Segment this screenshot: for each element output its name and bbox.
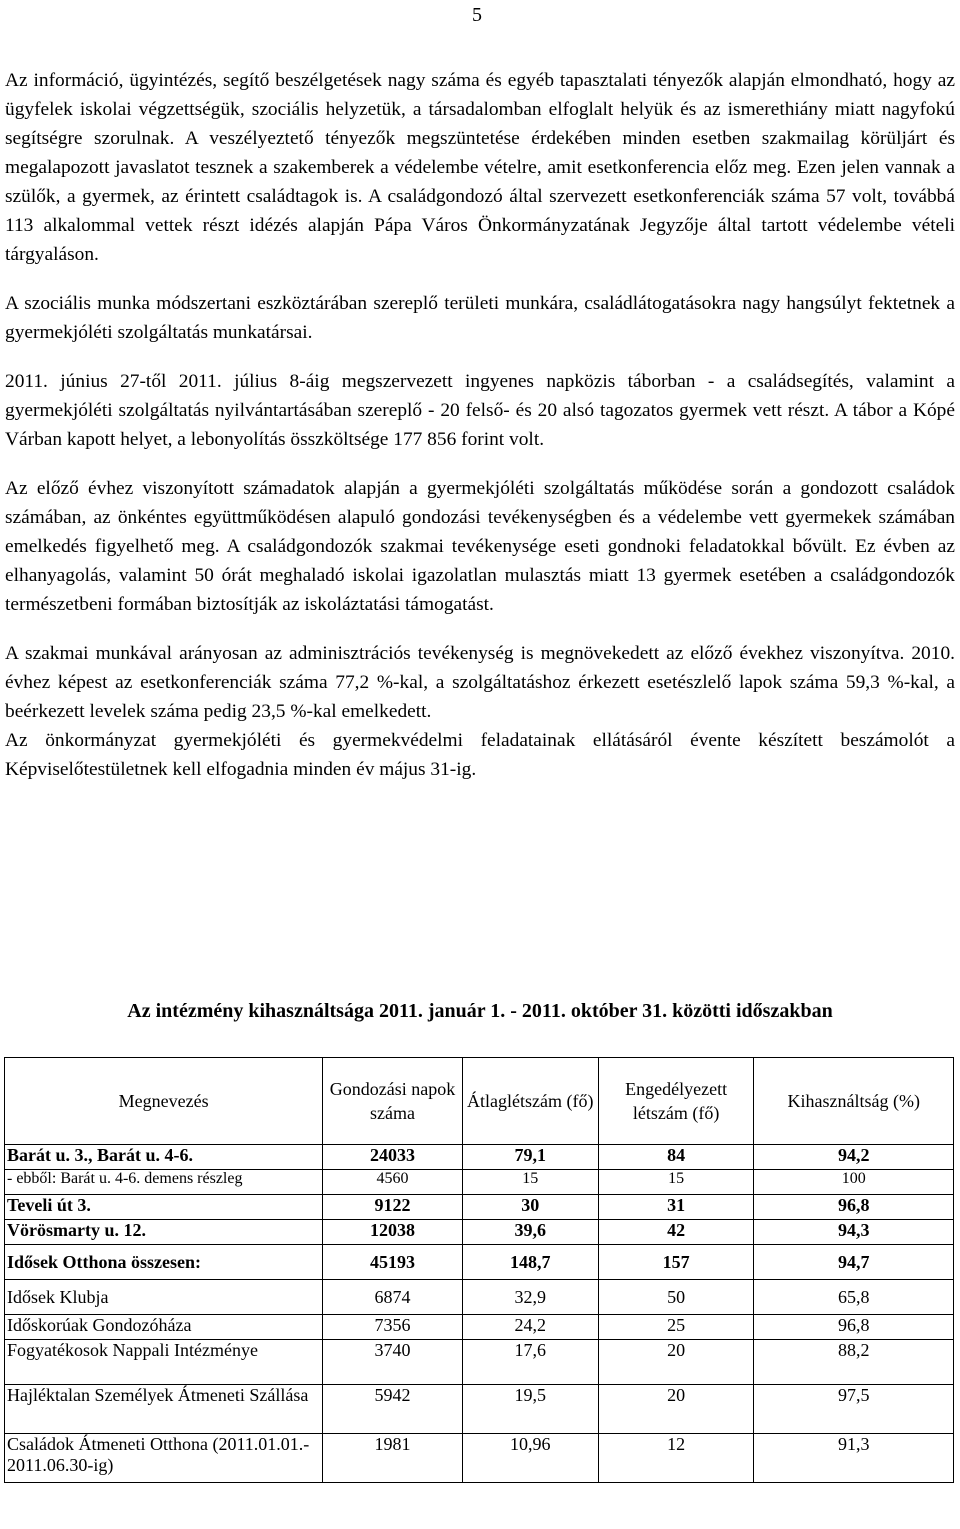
row-care-days: 1981 bbox=[323, 1434, 462, 1483]
row-name: Fogyatékosok Nappali Intézménye bbox=[5, 1340, 323, 1385]
row-utilization: 100 bbox=[754, 1170, 954, 1195]
row-permitted-headcount: 84 bbox=[598, 1145, 754, 1170]
row-utilization: 94,3 bbox=[754, 1220, 954, 1245]
paragraph-report: Az önkormányzat gyermekjóléti és gyermekvédelmi feladatainak ellátásáról évente készített beszámolót a Képviselőtestületnek kell elfogadnia minden év május 31-ig. bbox=[5, 730, 955, 780]
table-row bbox=[5, 1340, 954, 1385]
row-permitted-headcount: 31 bbox=[598, 1195, 754, 1220]
table-row bbox=[5, 1220, 954, 1245]
row-permitted-headcount: 15 bbox=[598, 1170, 754, 1195]
table-row bbox=[5, 1434, 954, 1483]
row-average-headcount: 17,6 bbox=[462, 1340, 598, 1385]
row-utilization: 97,5 bbox=[754, 1385, 954, 1434]
row-average-headcount: 148,7 bbox=[462, 1245, 598, 1280]
table-row bbox=[5, 1280, 954, 1315]
row-care-days: 7356 bbox=[323, 1315, 462, 1340]
row-care-days: 3740 bbox=[323, 1340, 462, 1385]
row-average-headcount: 19,5 bbox=[462, 1385, 598, 1434]
row-permitted-headcount: 20 bbox=[598, 1385, 754, 1434]
row-utilization: 94,2 bbox=[754, 1145, 954, 1170]
row-average-headcount: 32,9 bbox=[462, 1280, 598, 1315]
row-name: Vörösmarty u. 12. bbox=[5, 1220, 323, 1245]
row-utilization: 88,2 bbox=[754, 1340, 954, 1385]
row-care-days: 45193 bbox=[323, 1245, 462, 1280]
row-care-days: 4560 bbox=[323, 1170, 462, 1195]
row-permitted-headcount: 50 bbox=[598, 1280, 754, 1315]
row-name: Barát u. 3., Barát u. 4-6. bbox=[5, 1145, 323, 1170]
paragraph-information bbox=[5, 66, 955, 269]
row-care-days: 24033 bbox=[323, 1145, 462, 1170]
row-name: Időskorúak Gondozóháza bbox=[5, 1315, 323, 1340]
row-permitted-headcount: 20 bbox=[598, 1340, 754, 1385]
row-utilization: 94,7 bbox=[754, 1245, 954, 1280]
table-header-row bbox=[5, 1058, 954, 1145]
row-permitted-headcount: 42 bbox=[598, 1220, 754, 1245]
table-row bbox=[5, 1145, 954, 1170]
row-utilization: 91,3 bbox=[754, 1434, 954, 1483]
table-title: Az intézmény kihasználtsága 2011. január 1. - 2011. október 31. közötti időszakban bbox=[127, 1000, 833, 1022]
paragraph-camp: 2011. június 27-től 2011. július 8-áig megszervezett ingyenes napközis táborban - a családsegítés, valamint a gyermekjóléti szolgáltatás nyilvántartásában szereplő - 20 felső- és 20 alsó tagozatos gyermek vett részt. A tábor a Kópé Várban kapott helyet, a lebonyolítás összköltsége 177 856 forint volt. bbox=[5, 371, 955, 450]
row-name: Idősek Otthona összesen: bbox=[5, 1245, 323, 1280]
page-number: 5 bbox=[472, 4, 482, 26]
utilization-table bbox=[4, 1057, 954, 1483]
table-row bbox=[5, 1385, 954, 1434]
header-average-headcount: Átlaglétszám (fő) bbox=[462, 1058, 598, 1145]
paragraph-social-work: A szociális munka módszertani eszköztárában szereplő területi munkára, családlátogatásokra nagy hangsúlyt fektetnek a gyermekjóléti szolgáltatás munkatársai. bbox=[5, 293, 955, 343]
row-name: Idősek Klubja bbox=[5, 1280, 323, 1315]
row-average-headcount: 79,1 bbox=[462, 1145, 598, 1170]
paragraph-statistics: Az előző évhez viszonyított számadatok alapján a gyermekjóléti szolgáltatás működése során a gondozott családok számában, az önkéntes együttműködésen alapuló gondozási tevékenységben és a védelembe vett gyermekek számában emelkedés figyelhető meg. A családgondozók szakmai tevékenysége eseti gondnoki feladatokkal bővült. Ez évben az elhanyagolás, valamint 50 órát meghaladó iskolai igazolatlan mulasztás miatt 13 gyermek esetében a családgondozók természetbeni formában biztosítják az iskoláztatási támogatást. bbox=[5, 478, 955, 615]
row-name: Hajléktalan Személyek Átmeneti Szállása bbox=[5, 1385, 323, 1434]
row-permitted-headcount: 12 bbox=[598, 1434, 754, 1483]
row-care-days: 5942 bbox=[323, 1385, 462, 1434]
row-name: - ebből: Barát u. 4-6. demens részleg bbox=[5, 1170, 323, 1195]
body-text bbox=[5, 66, 955, 784]
paragraph-administration: A szakmai munkával arányosan az adminisztrációs tevékenység is megnövekedett az előző évekhez viszonyítva. 2010. évhez képest az esetkonferenciák száma 77,2 %-kal, a szolgáltatáshoz érkezett esetészlelő lapok száma 59,3 %-kal, a beérkezett levelek száma pedig 23,5 %-kal emelkedett. bbox=[5, 643, 955, 722]
row-utilization: 96,8 bbox=[754, 1315, 954, 1340]
row-permitted-headcount: 157 bbox=[598, 1245, 754, 1280]
row-average-headcount: 30 bbox=[462, 1195, 598, 1220]
row-name: Családok Átmeneti Otthona (2011.01.01.- 2011.06.30-ig) bbox=[5, 1434, 323, 1483]
paragraph-information-part1: Az információ, ügyintézés, segítő beszélgetések nagy száma és egyéb tapasztalati tényezők alapján elmondható, hogy az ügyfelek iskolai végzettségük, szociális helyzetük, a társadalomban elfoglalt helyük és az ismerethiány miatt nagyfokú segítségre szorulnak. bbox=[5, 70, 955, 149]
header-utilization: Kihasználtság (%) bbox=[754, 1058, 954, 1145]
row-average-headcount: 10,96 bbox=[462, 1434, 598, 1483]
header-care-days: Gondozási napok száma bbox=[323, 1058, 462, 1145]
table-row bbox=[5, 1195, 954, 1220]
table-row bbox=[5, 1170, 954, 1195]
row-name: Teveli út 3. bbox=[5, 1195, 323, 1220]
row-utilization: 65,8 bbox=[754, 1280, 954, 1315]
table-row bbox=[5, 1315, 954, 1340]
row-average-headcount: 24,2 bbox=[462, 1315, 598, 1340]
table-row-total bbox=[5, 1245, 954, 1280]
row-average-headcount: 15 bbox=[462, 1170, 598, 1195]
header-permitted-headcount: Engedélyezett létszám (fő) bbox=[598, 1058, 754, 1145]
row-permitted-headcount: 25 bbox=[598, 1315, 754, 1340]
paragraph-information-part2: A veszélyeztető tényezők megszüntetése érdekében minden esetben szakmailag körüljárt és megalapozott javaslatot tesznek a szakemberek a védelembe vételre, amit esetkonferencia előz meg. Ezen jelen vannak a szülők, a gyermek, az érintett családtagok is. A családgondozó által szervezett esetkonferenciák száma 57 volt, továbbá 113 alkalommal vettek részt idézés alapján Pápa Város Önkormányzatának Jegyzője által tartott védelembe vételi tárgyaláson. bbox=[5, 128, 955, 265]
header-name: Megnevezés bbox=[5, 1058, 323, 1145]
row-care-days: 9122 bbox=[323, 1195, 462, 1220]
row-care-days: 12038 bbox=[323, 1220, 462, 1245]
row-average-headcount: 39,6 bbox=[462, 1220, 598, 1245]
row-utilization: 96,8 bbox=[754, 1195, 954, 1220]
row-care-days: 6874 bbox=[323, 1280, 462, 1315]
